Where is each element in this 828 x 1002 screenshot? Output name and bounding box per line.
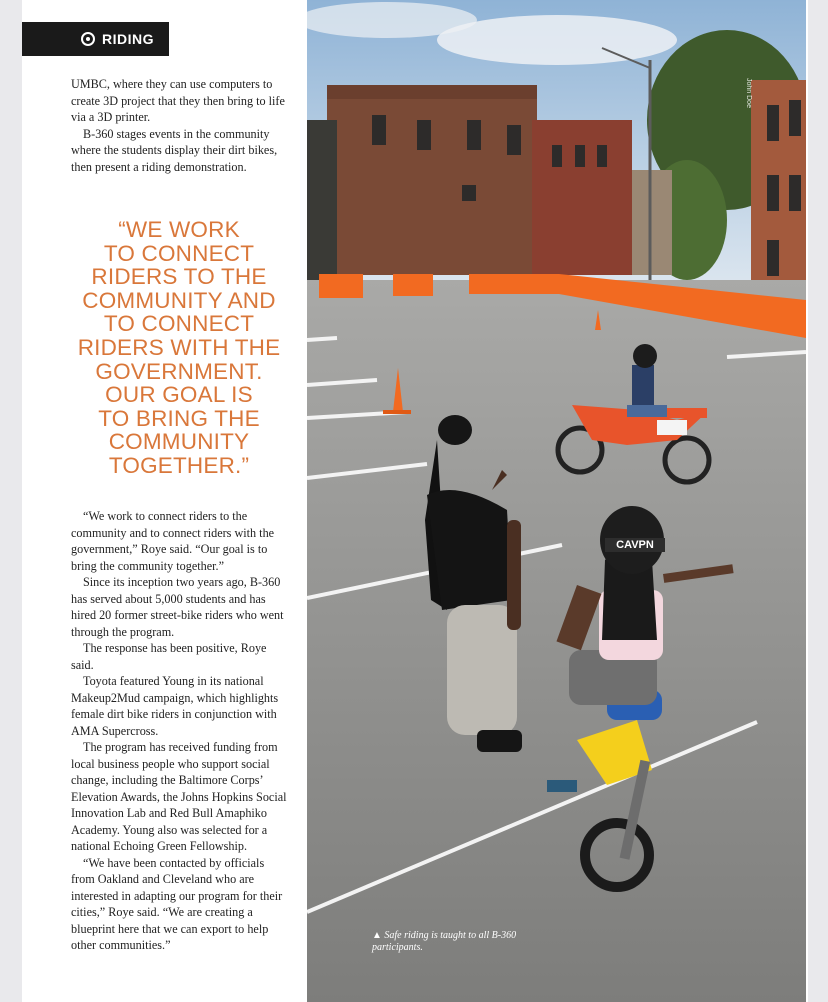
- pull-quote-line: TO BRING THE: [98, 405, 260, 431]
- body-text: [71, 508, 289, 954]
- paragraph: Since its inception two years ago, B-360 has served about 5,000 students and has hired 20 former street-bike riders who went through the program.: [71, 575, 284, 639]
- photo-caption: ▲ Safe riding is taught to all B-360 participants.: [372, 930, 517, 953]
- intro-text: [71, 76, 289, 175]
- section-tab: [22, 22, 169, 56]
- pull-quote-line: GOVERNMENT.: [95, 358, 263, 384]
- pull-quote-line: COMMUNITY AND: [82, 287, 276, 313]
- pull-quote-line: TO CONNECT: [103, 311, 255, 337]
- section-label: RIDING: [102, 31, 154, 47]
- pull-quote: [66, 218, 292, 478]
- paragraph: “We work to connect riders to the community and to connect riders with the government,” Roye said. “Our goal is to bring the community together.”: [71, 509, 275, 573]
- pull-quote-line: COMMUNITY: [108, 429, 250, 455]
- paragraph: UMBC, where they can use computers to create 3D project that they then bring to life via a 3D printer.: [71, 77, 285, 124]
- paragraph: B-360 stages events in the community where the students display their dirt bikes, then present a riding demonstration.: [71, 126, 278, 174]
- paragraph: The program has received funding from local business people who support social change, including the Baltimore Corps’ Elevation Awards, the Johns Hopkins Social Innovation Lab and Red Bull Amaphiko Academy. Young also was selected for a national Echoing Green Fellowship.: [71, 740, 287, 853]
- pull-quote-line: “WE WORK: [118, 217, 240, 242]
- pull-quote-line: OUR GOAL IS: [105, 382, 253, 408]
- article-photo: [307, 0, 806, 1002]
- pull-quote-line: TOGETHER.”: [108, 452, 250, 478]
- helmet-text: CAVPN: [616, 539, 654, 551]
- paragraph: “We have been contacted by officials from Oakland and Cleveland who are interested in adapting our program for their cities,” Roye said. “We are creating a blueprint here that we can export to help other communities.”: [71, 855, 283, 952]
- pull-quote-line: RIDERS TO THE: [91, 264, 267, 290]
- photo-credit: John Doe: [745, 78, 752, 108]
- paragraph: The response has been positive, Roye said.: [71, 641, 267, 672]
- pull-quote-line: RIDERS WITH THE: [77, 334, 281, 360]
- paragraph: Toyota featured Young in its national Makeup2Mud campaign, which highlights female dirt bike riders in conjunction with AMA Supercross.: [71, 674, 279, 738]
- circle-emblem-icon: [81, 32, 95, 46]
- pull-quote-line: TO CONNECT: [103, 240, 255, 266]
